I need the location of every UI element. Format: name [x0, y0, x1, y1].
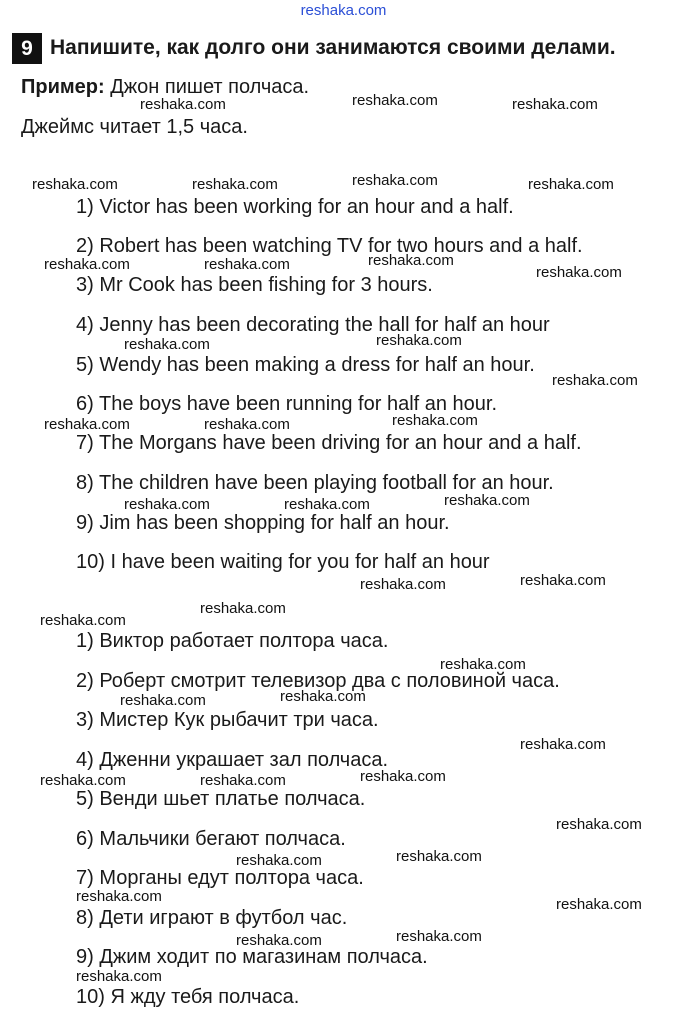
watermark: reshaka.com — [204, 416, 290, 433]
russian-answer-1: 1) Виктор работает полтора часа. — [76, 630, 389, 652]
watermark: reshaka.com — [368, 252, 454, 269]
example-text: Джон пишет полчаса. — [110, 76, 310, 98]
russian-answer-9: 9) Джим ходит по магазинам полчаса. — [76, 946, 428, 968]
watermark: reshaka.com — [140, 96, 226, 113]
watermark: reshaka.com — [284, 496, 370, 513]
russian-answer-5: 5) Венди шьет платье полчаса. — [76, 788, 366, 810]
watermark: reshaka.com — [44, 416, 130, 433]
watermark: reshaka.com — [556, 816, 642, 833]
watermark: reshaka.com — [396, 848, 482, 865]
watermark: reshaka.com — [352, 92, 438, 109]
watermark: reshaka.com — [200, 600, 286, 617]
watermark: reshaka.com — [528, 176, 614, 193]
watermark: reshaka.com — [32, 176, 118, 193]
watermark: reshaka.com — [192, 176, 278, 193]
watermark: reshaka.com — [120, 692, 206, 709]
exercise-title: Напишите, как долго они занимаются своими делами. — [50, 36, 616, 59]
watermark: reshaka.com — [76, 888, 162, 905]
watermark: reshaka.com — [556, 896, 642, 913]
russian-answer-4: 4) Дженни украшает зал полчаса. — [76, 749, 389, 771]
watermark: reshaka.com — [124, 496, 210, 513]
watermark: reshaka.com — [552, 372, 638, 389]
watermark: reshaka.com — [76, 968, 162, 985]
watermark: reshaka.com — [392, 412, 478, 429]
english-answer-2: 2) Robert has been watching TV for two hours and a half. — [76, 235, 583, 257]
watermark: reshaka.com — [236, 852, 322, 869]
russian-answer-7: 7) Морганы едут полтора часа. — [76, 867, 364, 889]
watermark: reshaka.com — [444, 492, 530, 509]
watermark: reshaka.com — [280, 688, 366, 705]
russian-answer-10: 10) Я жду тебя полчаса. — [76, 986, 300, 1008]
english-answer-9: 9) Jim has been shopping for half an hour. — [76, 512, 450, 534]
watermark: reshaka.com — [236, 932, 322, 949]
watermark: reshaka.com — [352, 172, 438, 189]
watermark: reshaka.com — [40, 772, 126, 789]
english-answer-1: 1) Victor has been working for an hour and a half. — [76, 196, 514, 218]
site-header-link[interactable]: reshaka.com — [300, 2, 387, 19]
watermark: reshaka.com — [520, 736, 606, 753]
watermark: reshaka.com — [512, 96, 598, 113]
english-answer-8: 8) The children have been playing football for an hour. — [76, 472, 554, 494]
russian-answer-3: 3) Мистер Кук рыбачит три часа. — [76, 709, 379, 731]
exercise-number-badge: 9 — [12, 33, 42, 64]
watermark: reshaka.com — [44, 256, 130, 273]
example-line-2: Джеймс читает 1,5 часа. — [21, 116, 248, 138]
watermark: reshaka.com — [440, 656, 526, 673]
english-answer-4: 4) Jenny has been decorating the hall for half an hour — [76, 314, 550, 336]
watermark: reshaka.com — [360, 768, 446, 785]
watermark: reshaka.com — [376, 332, 462, 349]
english-answer-3: 3) Mr Cook has been fishing for 3 hours. — [76, 274, 433, 296]
watermark: reshaka.com — [360, 576, 446, 593]
english-answer-7: 7) The Morgans have been driving for an hour and a half. — [76, 432, 582, 454]
english-answer-5: 5) Wendy has been making a dress for half an hour. — [76, 354, 535, 376]
watermark: reshaka.com — [536, 264, 622, 281]
watermark: reshaka.com — [40, 612, 126, 629]
russian-answer-6: 6) Мальчики бегают полчаса. — [76, 828, 346, 850]
english-answer-6: 6) The boys have been running for half an hour. — [76, 393, 498, 415]
example-label: Пример: — [21, 76, 105, 98]
watermark: reshaka.com — [124, 336, 210, 353]
watermark: reshaka.com — [200, 772, 286, 789]
watermark: reshaka.com — [204, 256, 290, 273]
russian-answer-2: 2) Роберт смотрит телевизор два с половиной часа. — [76, 670, 560, 692]
watermark: reshaka.com — [520, 572, 606, 589]
russian-answer-8: 8) Дети играют в футбол час. — [76, 907, 348, 929]
watermark: reshaka.com — [396, 928, 482, 945]
english-answer-10: 10) I have been waiting for you for half an hour — [76, 551, 490, 573]
